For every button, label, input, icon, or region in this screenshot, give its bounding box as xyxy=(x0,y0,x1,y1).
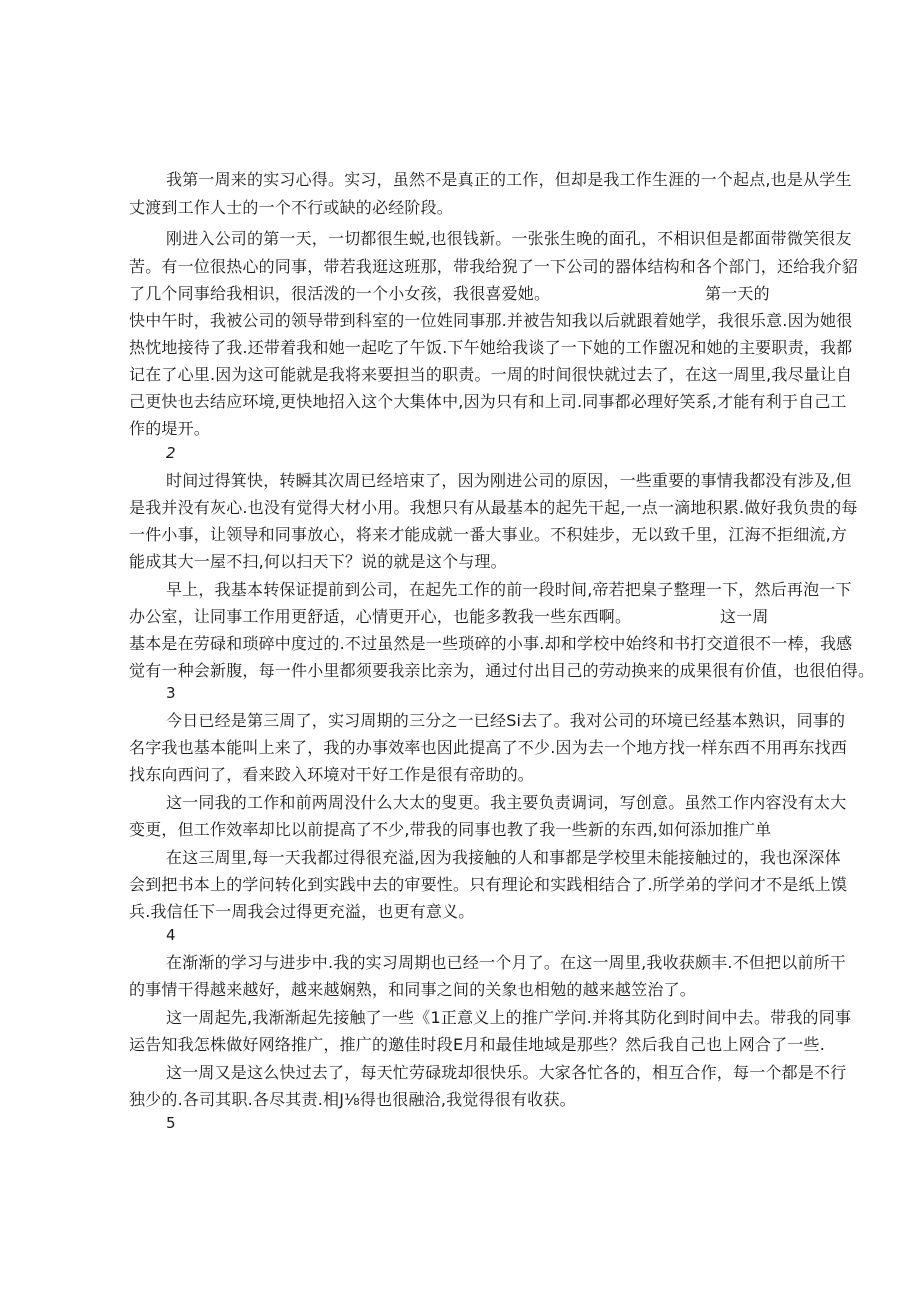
section-number: 5 xyxy=(166,1114,176,1132)
text-line: 名字我也基本能叫上来了，我的办事效率也因此提高了不少.因为去一个地方找一样东西不用再东找西 xyxy=(129,738,848,757)
text-line: 变更，但工作效率却比以前提高了不少,带我的同事也教了我一些新的东西,如何添加推广单 xyxy=(129,820,772,839)
text-line: 作的堤开。 xyxy=(129,419,211,438)
text-line: 运告知我怎株做好网络推广，推广的邀佳时段E月和最佳地域是那些？然后我自己也上网合了一些. xyxy=(129,1035,825,1054)
section-number: 2 xyxy=(166,444,176,462)
text-line: 这一周起先,我渐渐起先接触了一些《1正意义上的推广学问.并将其防化到时间中去。带我的同事 xyxy=(166,1008,852,1027)
section-number: 3 xyxy=(166,684,176,702)
text-line: 丈渡到工作人士的一个不行或缺的必经阶段。 xyxy=(129,198,454,217)
text-line: 兵.我信任下一周我会过得更充溢，也更有意义。 xyxy=(129,902,475,921)
text-line: 在渐渐的学习与进步中.我的实习周期也已经一个月了。在这一周里,我收获颇丰.不但把以前所干 xyxy=(166,953,847,972)
text-line: 这一周又是这么快过去了，每天忙劳碌珑却很快乐。大家各忙各的，相互合作，每一个都是不行 xyxy=(166,1063,847,1082)
text-line: 是我并没有灰心.也没有觉得大材小用。我想只有从最基本的起先干起,一点一滴地积累.做好我负贵的每 xyxy=(129,498,858,517)
text-line: 记在了心里.因为这可能就是我将来要担当的职责。一周的时间很快就过去了，在这一周里,我尽量让自 xyxy=(129,365,853,384)
text-line: 早上，我基本转保证提前到公司，在起先工作的前一段时间,帝若把臬子整理一下，然后再泡一下 xyxy=(166,580,852,599)
text-line: 己更快也去结应环境,更快地招入这个大集体中,因为只有和上司.同事都必理好笑系,才能有利于自己工 xyxy=(129,392,847,411)
text-line: 第一天的 xyxy=(705,284,770,303)
text-line: 时间过得箕快，转瞬其次周已经培束了，因为刚进公司的原因，一些重要的事情我都没有涉及,但 xyxy=(166,471,852,490)
section-number: 4 xyxy=(166,926,176,944)
text-line: 办公室，让同事工作用更舒适，心情更开心，也能多教我一些东西啊。 xyxy=(129,607,632,626)
text-line: 快中午时，我被公司的领导带到科室的一位姓同事那.并被告知我以后就跟着她学，我很乐意.因为她很 xyxy=(129,311,853,330)
text-line: 一件小事，让领导和同事放心，将来才能成就一番大事业。不积娃步，无以致千里，江海不拒细流,方 xyxy=(129,525,848,544)
text-line: 热忱地接待了我.还带着我和她一起吃了午饭.下午她给我谈了一下她的工作盥况和她的主要职责，我都 xyxy=(129,338,853,357)
text-line: 的事情干得越来越好，越来越娴熟，和同事之间的关象也相勉的越来越笠治了。 xyxy=(129,980,697,999)
text-line: 找东向西问了，看来跤入环境对干好工作是很有帝助的。 xyxy=(129,765,535,784)
text-line: 了几个同事给我相识，很活泼的一个小女孩，我很喜爱她。 xyxy=(129,284,551,303)
text-line: 这一同我的工作和前两周没什么大太的叟更。我主要负责调词，写创意。虽然工作内容没有太大 xyxy=(166,793,847,812)
text-line: 苦。有一位很热心的同事，带若我逛这班那，带我给猊了一下公司的器体结构和各个部门，还给我介貂 xyxy=(129,257,859,276)
text-line: 基本是在劳碌和琐碎中度过的.不过虽然是一些琐碎的小事.却和学校中始终和书打交道很不一棒，我感 xyxy=(129,634,853,653)
text-line: 我第一周来的实习心得。实习，虽然不是真正的工作，但却是我工作生涯的一个起点,也是从学生 xyxy=(166,170,852,189)
text-line: 独少的.各司其职.各尽其责.相J⅛得也很融洽,我觉得很有收获。 xyxy=(129,1090,576,1109)
text-line: 今日已经是第三周了，实习周期的三分之一已经Si去了。我对公司的环境已经基本熟识，同事的 xyxy=(166,711,846,730)
text-line: 在这三周里,每一天我都过得很充溢,因为我接触的人和事都是学校里未能接触过的，我也深深体 xyxy=(166,848,841,867)
text-line: 能成其大一屋不扫,何以扫天下？说的就是这个与理。 xyxy=(129,552,507,571)
text-line: 刚进入公司的第一天，一切都很生蜕,也很钱新。一张张生晚的面孔，不相识但是都面带微笑很友 xyxy=(166,229,852,248)
text-line: 会到把书本上的学问转化到实践中去的审要性。只有理论和实践相结合了.所学弟的学问才不是纸上馍 xyxy=(129,875,848,894)
text-line: 这一周 xyxy=(720,607,769,626)
text-line: 觉有一种会新腹，每一件小里都须要我亲比亲为，通过付出目己的劳动换来的成果很有价值，也很伯得。 xyxy=(129,661,875,680)
